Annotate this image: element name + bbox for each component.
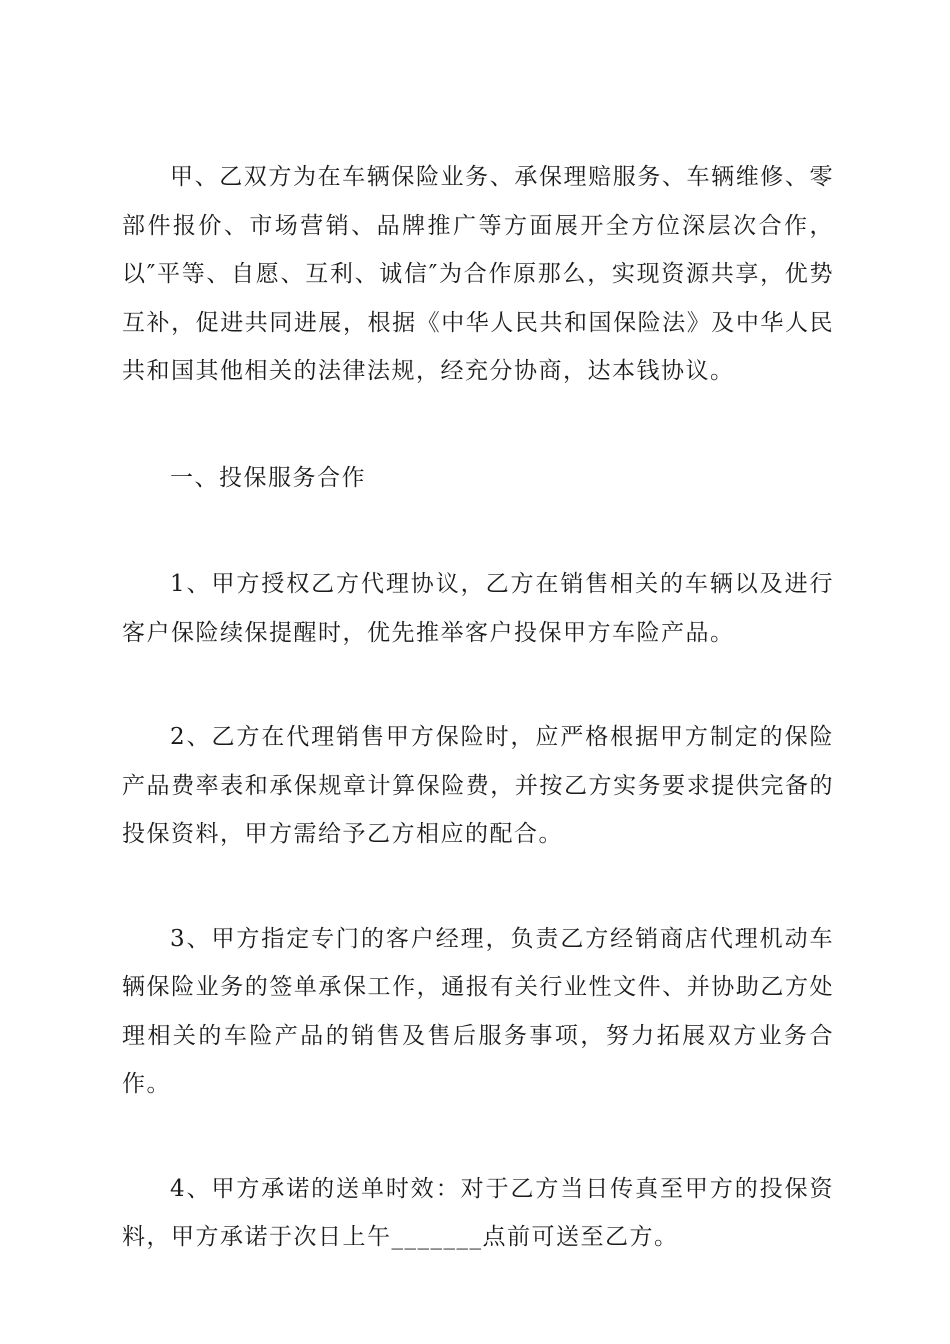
clause-2: 2、乙方在代理销售甲方保险时，应严格根据甲方制定的保险产品费率表和承保规章计算保险费，并按乙方实务要求提供完备的投保资料，甲方需给予乙方相应的配合。: [122, 724, 834, 847]
spacer: [122, 502, 834, 560]
document-body: [122, 153, 834, 1262]
spacer: [122, 859, 834, 915]
clause-4: 4、甲方承诺的送单时效：对于乙方当日传真至甲方的投保资料，甲方承诺于次日上午_______点前可送至乙方。: [122, 1175, 834, 1250]
intro-paragraph: 甲、乙双方为在车辆保险业务、承保理赔服务、车辆维修、零部件报价、市场营销、品牌推广等方面展开全方位深层次合作，以″平等、自愿、互利、诚信″为合作原那么，实现资源共享，优势互补，促进共同进展，根据《中华人民共和国保险法》及中华人民共和国其他相关的法律法规，经充分协商，达本钱协议。: [122, 164, 834, 384]
spacer: [122, 396, 834, 454]
clause-1: 1、甲方授权乙方代理协议，乙方在销售相关的车辆以及进行客户保险续保提醒时，优先推举客户投保甲方车险产品。: [122, 571, 834, 646]
clause-3: 3、甲方指定专门的客户经理，负责乙方经销商店代理机动车辆保险业务的签单承保工作，通报有关行业性文件、并协助乙方处理相关的车险产品的销售及售后服务事项，努力拓展双方业务合作。: [122, 925, 834, 1097]
section-heading: 一、投保服务合作: [170, 464, 366, 491]
spacer: [122, 657, 834, 713]
spacer: [122, 1109, 834, 1165]
